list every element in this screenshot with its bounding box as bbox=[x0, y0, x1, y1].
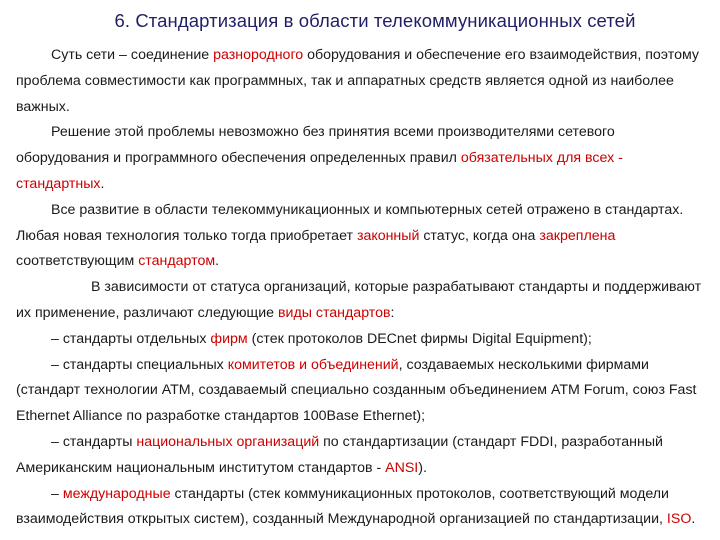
text-run: Решение этой проблемы невозможно без принятия всеми производителями сетевого оборудования и программного обеспечения определенных правил bbox=[16, 124, 615, 167]
paragraph bbox=[16, 43, 706, 120]
highlighted-term: комитетов и объединений bbox=[227, 356, 399, 373]
highlighted-term: закреплена bbox=[539, 227, 616, 244]
text-run: . bbox=[100, 175, 105, 192]
text-run: . bbox=[215, 253, 220, 270]
text-run: – стандарты специальных bbox=[51, 356, 228, 373]
highlighted-term: обязательных для всех - стандартных bbox=[16, 150, 623, 192]
slide-body bbox=[16, 43, 706, 533]
text-run: , создаваемых несколькими фирмами (стандарт технологии АТМ, создаваемый специально созданным объединением ATM Forum, союз Fast Ethernet Alliance по разработке стандартов 100Base Ethernet); bbox=[16, 356, 697, 425]
highlighted-term: виды стандартов bbox=[277, 304, 391, 321]
paragraph bbox=[16, 120, 706, 197]
highlighted-term: фирм bbox=[210, 330, 248, 347]
paragraph bbox=[16, 275, 706, 327]
text-run: Все развитие в области телекоммуникационных и компьютерных сетей отражено в стандартах. Любая новая технология только тогда приобретает bbox=[16, 201, 684, 244]
text-run: статус, когда она bbox=[419, 227, 540, 244]
text-run: – стандарты bbox=[51, 433, 137, 450]
highlighted-term: законный bbox=[356, 227, 420, 244]
text-run: ). bbox=[418, 459, 427, 476]
text-run: оборудования и обеспечение его взаимодействия, поэтому проблема совместимости как программных, так и аппаратных средств является одной из наиболее важных. bbox=[16, 47, 699, 115]
highlighted-term: стандартом bbox=[138, 253, 216, 270]
text-run: соответствующим bbox=[16, 253, 139, 270]
paragraph bbox=[16, 482, 706, 534]
slide-title: 6. Стандартизация в области телекоммуникационных сетей bbox=[114, 10, 636, 31]
text-run: – bbox=[51, 485, 63, 502]
text-run: В зависимости от статуса организаций, которые разрабатывают стандарты и поддерживают их применение, различают следующие bbox=[16, 279, 702, 321]
text-run: – стандарты отдельных bbox=[51, 330, 211, 347]
text-run: стандарты (стек коммуникационных протоколов, соответствующий модели взаимодействия открытых систем), созданный Международной организацией по стандартизации, bbox=[16, 485, 669, 528]
paragraph bbox=[16, 353, 706, 430]
paragraph bbox=[16, 327, 706, 353]
highlighted-term: разнородного bbox=[213, 47, 304, 63]
highlighted-term: ANSI bbox=[385, 459, 419, 476]
text-run: . bbox=[691, 511, 696, 528]
text-run: Суть сети – соединение bbox=[51, 47, 214, 63]
highlighted-term: международные bbox=[62, 485, 171, 502]
highlighted-term: ISO bbox=[666, 511, 692, 528]
highlighted-term: национальных организаций bbox=[136, 433, 320, 450]
text-run: (стек протоколов DECnet фирмы Digital Equipment); bbox=[247, 330, 592, 347]
text-run: по стандартизации (стандарт FDDI, разработанный Американским национальным институтом стандартов - bbox=[16, 433, 663, 476]
paragraph bbox=[16, 198, 706, 275]
text-run: : bbox=[390, 304, 395, 321]
paragraph bbox=[16, 430, 706, 482]
